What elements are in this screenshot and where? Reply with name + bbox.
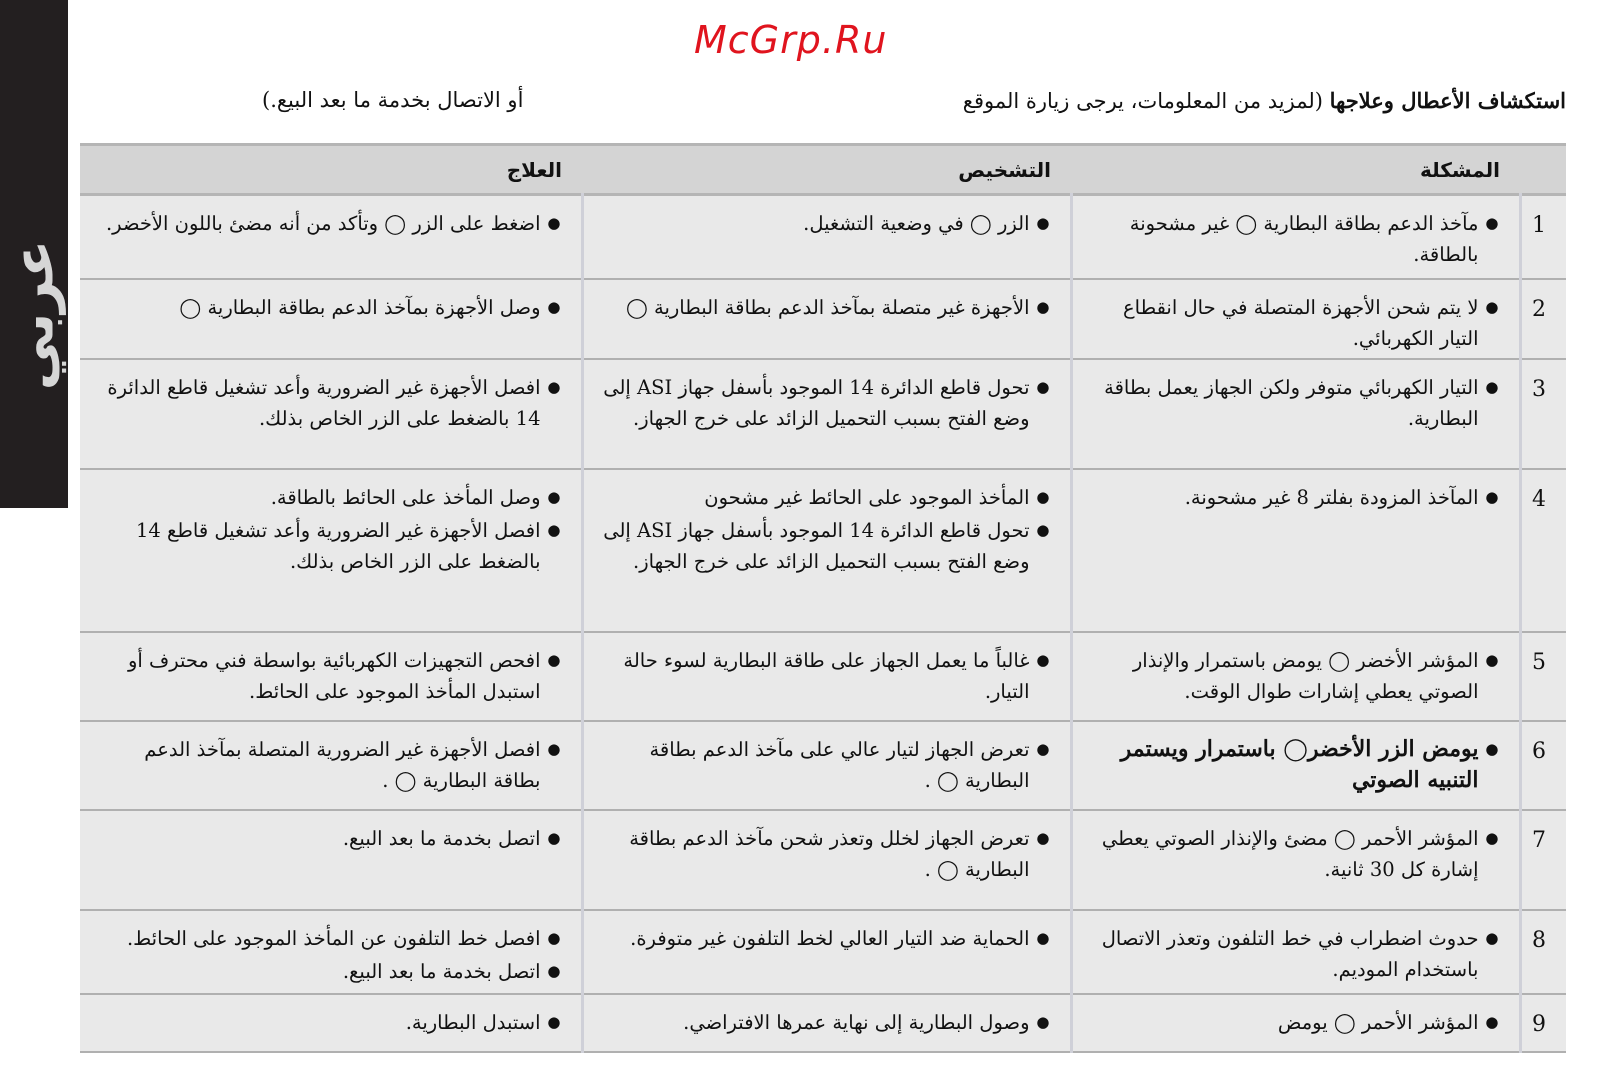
problem-item: ● لا يتم شحن الأجهزة المتصلة في حال انقطاع التيار الكهربائي. [1087,292,1499,354]
remedy-item: ● افصل الأجهزة غير الضرورية وأعد تشغيل قاطع 14 بالضغط على الزر الخاص بذلك. [94,515,561,577]
remedy-item: ● اضغط على الزر ◯ وتأكد من أنه مضئ باللون الأخضر. [94,208,561,239]
diagnosis-cell [582,994,1071,1052]
table-header-row [80,145,1566,195]
remedy-item: ● افحص التجهيزات الكهربائية بواسطة فني محترف أو استبدل المأخذ الموجود على الحائط. [94,645,561,707]
diagnosis-cell [582,632,1071,721]
header-diagnosis: التشخيص [958,157,1051,182]
problem-cell [1071,195,1520,279]
remedy-item: ● وصل الأجهزة بمآخذ الدعم بطاقة البطارية ◯ [94,292,561,323]
remedy-cell [80,359,582,469]
table-row [80,910,1566,994]
remedy-cell [80,279,582,359]
table-row [80,279,1566,359]
table-row [80,469,1566,632]
problem-cell [1071,359,1520,469]
remedy-item: ● افصل الأجهزة غير الضرورية المتصلة بمآخذ الدعم بطاقة البطارية ◯ . [94,734,561,796]
title-rest: (لمزيد من المعلومات، يرجى زيارة الموقع [962,89,1330,113]
header-remedy: العلاج [506,157,562,182]
diagnosis-item: ● الأجهزة غير متصلة بمآخذ الدعم بطاقة البطارية ◯ [598,292,1050,323]
table-row [80,721,1566,810]
diagnosis-cell [582,195,1071,279]
problem-item: ● التيار الكهربائي متوفر ولكن الجهاز يعمل بطاقة البطارية. [1087,372,1499,434]
diagnosis-item: ● الزر ◯ في وضعية التشغيل. [598,208,1050,239]
remedy-cell [80,632,582,721]
row-number: 1 [1520,195,1566,279]
diagnosis-cell [582,469,1071,632]
remedy-cell [80,910,582,994]
remedy-cell [80,721,582,810]
language-side-tab [0,0,68,508]
problem-item: ● يومض الزر الأخضر◯ باستمرار ويستمر التنبيه الصوتي [1087,734,1499,796]
table-row [80,632,1566,721]
remedy-cell [80,810,582,910]
remedy-item: ● استبدل البطارية. [94,1007,561,1038]
remedy-cell [80,994,582,1052]
problem-cell [1071,632,1520,721]
row-number: 3 [1520,359,1566,469]
problem-cell [1071,279,1520,359]
table-row [80,994,1566,1052]
diagnosis-item: ● تعرض الجهاز لتيار عالي على مآخذ الدعم بطاقة البطارية ◯ . [598,734,1050,796]
problem-cell [1071,721,1520,810]
header-number [1520,145,1566,195]
diagnosis-cell [582,359,1071,469]
problem-item: ● المؤشر الأحمر ◯ مضئ والإنذار الصوتي يعطي إشارة كل 30 ثانية. [1087,823,1499,885]
table-row [80,195,1566,279]
table-row [80,359,1566,469]
table-row [80,810,1566,910]
problem-item: ● المآخذ المزودة بفلتر 8 غير مشحونة. [1087,482,1499,513]
row-number: 2 [1520,279,1566,359]
diagnosis-cell [582,810,1071,910]
row-number: 4 [1520,469,1566,632]
language-label: عربي [1,239,67,391]
diagnosis-cell [582,279,1071,359]
title-bold: استكشاف الأعطال وعلاجها [1329,88,1566,113]
problem-item: ● المؤشر الأحمر ◯ يومض [1087,1007,1499,1038]
problem-cell [1071,469,1520,632]
diagnosis-item: ● الحماية ضد التيار العالي لخط التلفون غير متوفرة. [598,923,1050,954]
remedy-cell [80,195,582,279]
row-number: 9 [1520,994,1566,1052]
diagnosis-item: ● المأخذ الموجود على الحائط غير مشحون [598,482,1050,513]
row-number: 8 [1520,910,1566,994]
remedy-item: ● اتصل بخدمة ما بعد البيع. [94,823,561,854]
watermark: McGrp.Ru [694,18,888,62]
remedy-item: ● اتصل بخدمة ما بعد البيع. [94,956,561,987]
problem-cell [1071,910,1520,994]
remedy-cell [80,469,582,632]
problem-item: ● المؤشر الأخضر ◯ يومض باستمرار والإنذار الصوتي يعطي إشارات طوال الوقت. [1087,645,1499,707]
diagnosis-item: ● تحول قاطع الدائرة 14 الموجود بأسفل جهاز ASI إلى وضع الفتح بسبب التحميل الزائد على خرج الجهاز. [598,515,1050,577]
diagnosis-item: ● وصول البطارية إلى نهاية عمرها الافتراضي. [598,1007,1050,1038]
header-problem: المشكلة [1419,157,1500,182]
diagnosis-item: ● تحول قاطع الدائرة 14 الموجود بأسفل جهاز ASI إلى وضع الفتح بسبب التحميل الزائد على خرج الجهاز. [598,372,1050,434]
diagnosis-item: ● تعرض الجهاز لخلل وتعذر شحن مآخذ الدعم بطاقة البطارية ◯ . [598,823,1050,885]
problem-item: ● حدوث اضطراب في خط التلفون وتعذر الاتصال باستخدام الموديم. [1087,923,1499,985]
remedy-item: ● افصل خط التلفون عن المأخذ الموجود على الحائط. [94,923,561,954]
diagnosis-cell [582,721,1071,810]
remedy-item: ● افصل الأجهزة غير الضرورية وأعد تشغيل قاطع الدائرة 14 بالضغط على الزر الخاص بذلك. [94,372,561,434]
remedy-item: ● وصل المأخذ على الحائط بالطاقة. [94,482,561,513]
troubleshooting-table [80,143,1566,1053]
diagnosis-item: ● غالباً ما يعمل الجهاز على طاقة البطارية لسوء حالة التيار. [598,645,1050,707]
row-number: 6 [1520,721,1566,810]
row-number: 7 [1520,810,1566,910]
problem-item: ● مآخذ الدعم بطاقة البطارية ◯ غير مشحونة بالطاقة. [1087,208,1499,270]
row-number: 5 [1520,632,1566,721]
section-title [963,88,1566,113]
problem-cell [1071,810,1520,910]
diagnosis-cell [582,910,1071,994]
section-title-continuation: أو الاتصال بخدمة ما بعد البيع.) [262,88,524,112]
problem-cell [1071,994,1520,1052]
